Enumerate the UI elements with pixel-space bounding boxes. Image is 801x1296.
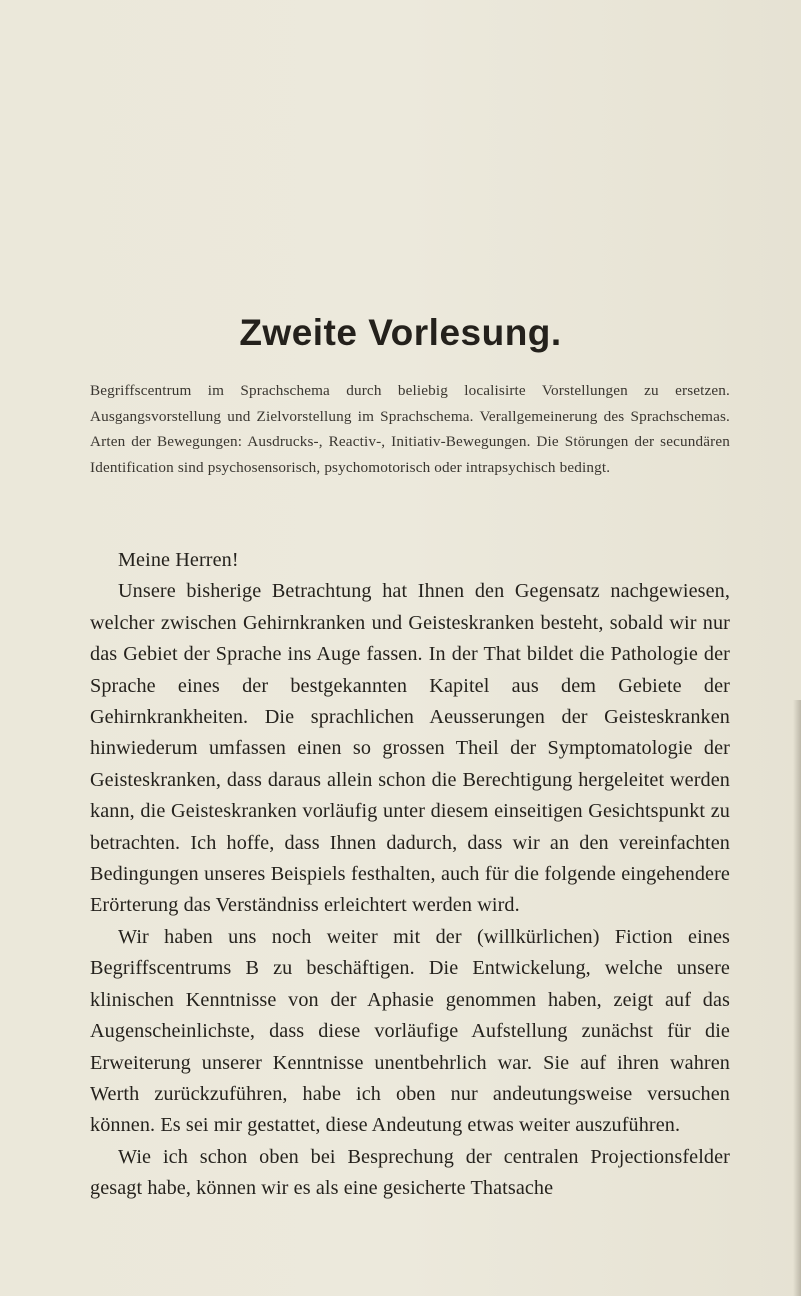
chapter-summary: Begriffscentrum im Sprachschema durch beliebig localisirte Vorstellungen zu ersetzen. Ausgangsvorstellung und Zielvorstellung im Sprachschema. Verallgemeinerung des Sprachschemas. Arten der Bewegungen: Ausdrucks-, Reactiv-, Initiativ-Bewegungen. Die Störungen der secundären Identification sind psychosensorisch, psychomotorisch oder intrapsychisch bedingt. <box>90 382 730 476</box>
salutation: Meine Herren! <box>118 549 239 571</box>
body-text <box>90 545 730 1205</box>
page-edge-shadow <box>793 700 801 1296</box>
paragraph: Wie ich schon oben bei Besprechung der centralen Projectionsfelder gesagt habe, können wir es als eine gesicherte Thatsache <box>90 1145 730 1200</box>
chapter-title: Zweite Vorlesung. <box>239 312 562 353</box>
paragraph: Unsere bisherige Betrachtung hat Ihnen den Gegensatz nachgewiesen, welcher zwischen Gehirnkranken und Geisteskranken besteht, sobald wir nur das Gebiet der Sprache ins Auge fassen. In der That bildet die Pathologie der Sprache eines der bestgekannten Kapitel aus dem Gebiete der Gehirnkrankheiten. Die sprachlichen Aeusserungen der Geisteskranken hinwiederum umfassen einen so grossen Theil der Symptomatologie der Geisteskranken, dass daraus allein schon die Berechtigung hergeleitet werden kann, die Geisteskranken vorläufig unter diesem einseitigen Gesichtspunkt zu betrachten. Ich hoffe, dass Ihnen dadurch, dass wir an den vereinfachten Bedingungen unseres Beispiels festhalten, auch für die folgende eingehendere Erörterung das Verständniss erleichtert werden wird. <box>90 580 730 917</box>
paragraph: Wir haben uns noch weiter mit der (willkürlichen) Fiction eines Begriffscentrums B zu beschäftigen. Die Entwickelung, welche unsere klinischen Kenntnisse von der Aphasie genommen haben, zeigt auf das Augenscheinlichste, dass diese vorläufige Aufstellung zunächst für die Erweiterung unserer Kenntnisse unentbehrlich war. Sie auf ihren wahren Werth zurückzuführen, habe ich oben nur andeutungsweise versuchen können. Es sei mir gestattet, diese Andeutung etwas weiter auszuführen. <box>90 925 730 1137</box>
